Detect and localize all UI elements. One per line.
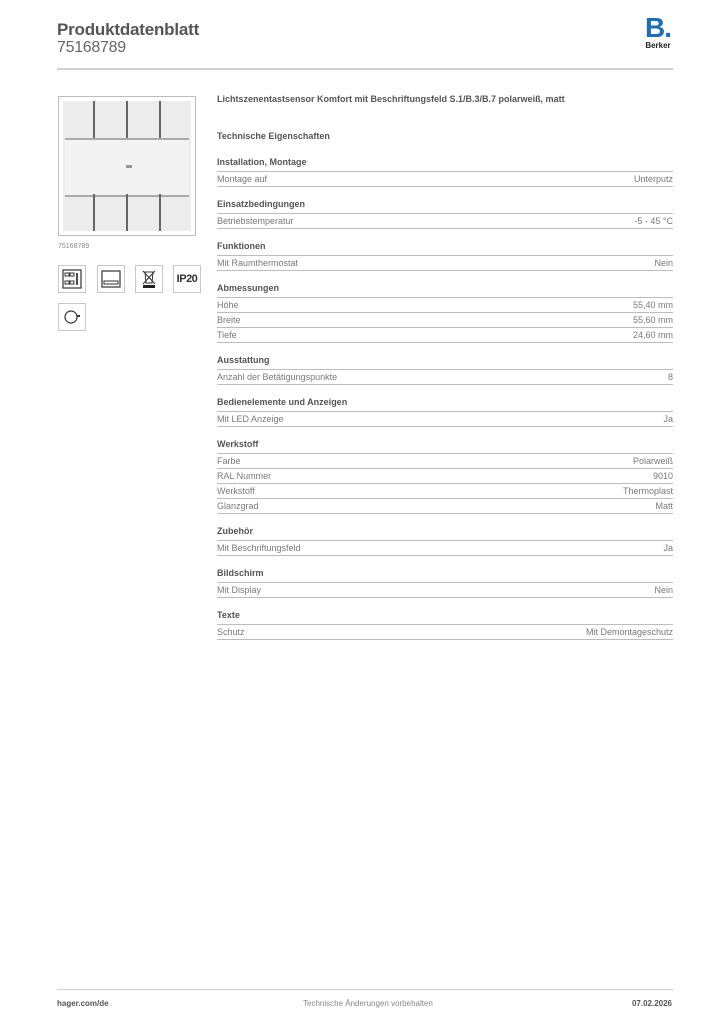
spec-label: Mit Display [217,585,262,595]
spec-label: Mit LED Anzeige [217,414,284,424]
group-title: Funktionen [217,241,673,256]
footer-website-link[interactable]: hager.com/de [57,999,109,1008]
spec-content [217,94,673,640]
spec-row [217,625,673,640]
spec-value: 55,40 mm [632,300,673,310]
page-title: Produktdatenblatt [57,20,200,39]
group-abmessungen [217,283,673,343]
spec-label: Betriebstemperatur [217,216,294,226]
group-title: Zubehör [217,526,673,541]
spec-label: Höhe [217,300,239,310]
ip-rating-icon [173,265,201,293]
spec-value: 24,60 mm [632,330,673,340]
flush-mount-icon [58,265,86,293]
spec-row [217,412,673,427]
spec-value: Unterputz [633,174,673,184]
spec-row [217,484,673,499]
logo-brand: Berker [645,41,671,50]
spec-row [217,370,673,385]
spec-row [217,172,673,187]
spec-row [217,541,673,556]
spec-label: Farbe [217,456,241,466]
group-title: Werkstoff [217,439,673,454]
group-einsatzbedingungen [217,199,673,229]
spec-value: 9010 [652,471,673,481]
spec-row [217,313,673,328]
spec-label: Glanzgrad [217,501,259,511]
spec-row [217,214,673,229]
image-caption: 75168789 [58,243,90,250]
spec-row [217,298,673,313]
section-heading: Technische Eigenschaften [217,131,330,141]
spec-row [217,328,673,343]
group-texte [217,610,673,640]
spec-label: Schutz [217,627,245,637]
spec-label: Breite [217,315,241,325]
group-bildschirm [217,568,673,598]
logo-mark: B. [645,12,671,43]
group-title: Bildschirm [217,568,673,583]
group-title: Bedienelemente und Anzeigen [217,397,673,412]
led-indicator [126,165,132,168]
header-divider [57,68,673,70]
group-ausstattung [217,355,673,385]
spec-row [217,256,673,271]
spec-value: Polarweiß [632,456,673,466]
group-title: Installation, Montage [217,157,673,172]
spec-value: 55,60 mm [632,315,673,325]
group-installation [217,157,673,187]
thermostat-sensor-icon [58,303,86,331]
spec-label: Tiefe [217,330,237,340]
group-title: Einsatzbedingungen [217,199,673,214]
spec-label: RAL Nummer [217,471,272,481]
spec-label: Montage auf [217,174,268,184]
product-name: Lichtszenentastsensor Komfort mit Beschriftungsfeld S.1/B.3/B.7 polarweiß, matt [217,94,565,104]
product-image [58,96,196,236]
group-title: Abmessungen [217,283,673,298]
spec-value: Matt [655,501,673,511]
group-funktionen [217,241,673,271]
group-werkstoff [217,439,673,514]
spec-value: Mit Demontageschutz [585,627,673,637]
article-number: 75168789 [57,39,126,56]
spec-label: Mit Raumthermostat [217,258,299,268]
berker-logo [640,12,676,55]
spec-label: Werkstoff [217,486,255,496]
group-title: Texte [217,610,673,625]
ip-rating-label: IP20 [176,273,198,285]
spec-row [217,469,673,484]
spec-label: Mit Beschriftungsfeld [217,543,301,553]
spec-value: Thermoplast [622,486,673,496]
group-title: Ausstattung [217,355,673,370]
spec-row [217,499,673,514]
spec-value: Nein [654,585,673,595]
spec-label: Anzahl der Betätigungspunkte [217,372,338,382]
spec-row [217,454,673,469]
spec-value: Nein [654,258,673,268]
spec-row [217,583,673,598]
spec-value: Ja [663,543,673,553]
footer-disclaimer: Technische Änderungen vorbehalten [303,999,433,1008]
display-icon [97,265,125,293]
footer-date: 07.02.2026 [631,999,672,1008]
spec-value: -5 - 45 °C [634,216,673,226]
weee-crossed-bin-icon [135,265,163,293]
spec-value: 8 [667,372,673,382]
spec-value: Ja [663,414,673,424]
footer-divider [57,989,673,990]
group-bedienelemente [217,397,673,427]
group-zubehoer [217,526,673,556]
